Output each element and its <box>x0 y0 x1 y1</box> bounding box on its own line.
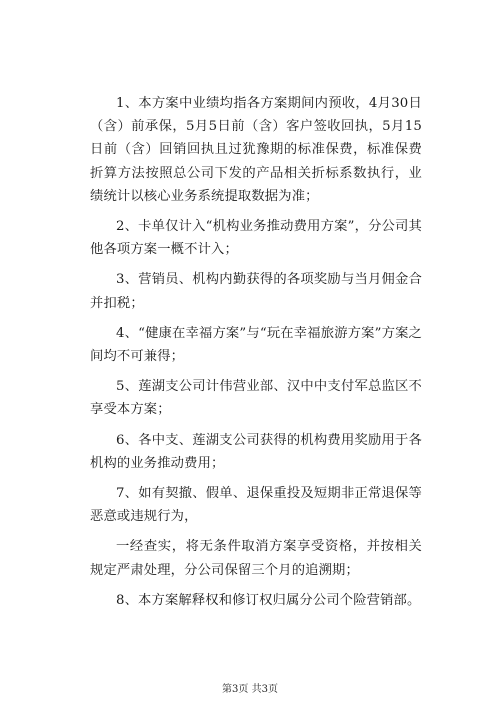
paragraph-3: 3、营销员、机构内勤获得的各项奖励与当月佣金合并扣税； <box>90 272 422 311</box>
document-body <box>90 92 422 619</box>
paragraph-8: 8、本方案解释权和修订权归属分公司个险营销部。 <box>116 592 421 608</box>
paragraph-7-continued: 一经查实，将无条件取消方案享受资格，并按相关规定严肃处理，分公司保留三个月的追溯期； <box>90 539 422 578</box>
paragraph-1: 1、本方案中业绩均指各方案期间内预收，4月30日（含）前承保，5月5日前（含）客户签收回执，5月15日前（含）回销回执且过犹豫期的标准保费，标准保费折算方法按照总公司下发的产品相关折标系数执行，业绩统计以核心业务系统提取数据为准； <box>90 96 422 204</box>
paragraph-7: 7、如有契撤、假单、退保重投及短期非正常退保等恶意或违规行为， <box>90 486 422 525</box>
page-number-footer: 第3页 共3页 <box>222 684 278 695</box>
paragraph-4: 4、“健康在幸福方案”与“玩在幸福旅游方案”方案之间均不可兼得； <box>90 325 422 365</box>
paragraph-6: 6、各中支、莲湖支公司获得的机构费用奖励用于各机构的业务推动费用； <box>90 432 422 471</box>
paragraph-5: 5、莲湖支公司计伟营业部、汉中中支付军总监区不享受本方案； <box>90 379 422 418</box>
paragraph-2: 2、卡单仅计入“机构业务推动费用方案”，分公司其他各项方案一概不计入； <box>90 219 422 258</box>
